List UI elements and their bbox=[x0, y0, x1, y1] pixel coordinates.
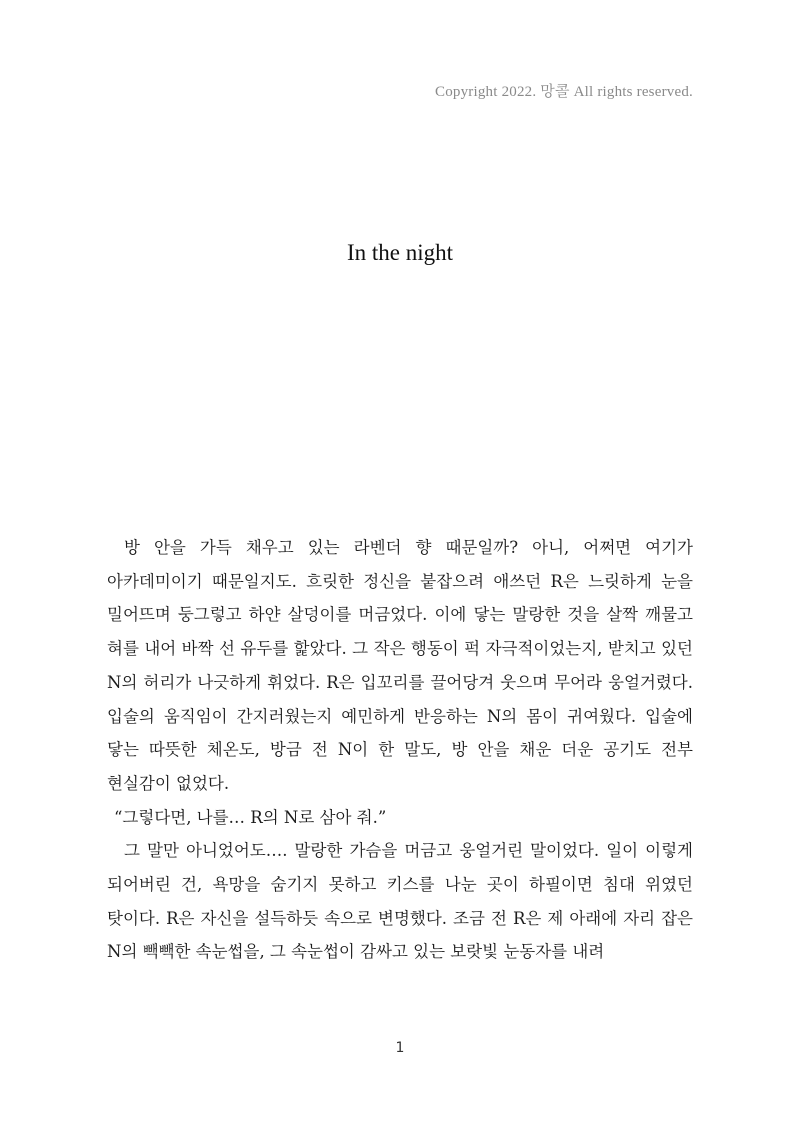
page-number: 1 bbox=[395, 1040, 405, 1056]
chapter-title: In the night bbox=[346, 240, 454, 265]
paragraph: 그 말만 아니었어도…. 말랑한 가슴을 머금고 웅얼거린 말이었다. 일이 이렇게 되어버린 건, 욕망을 숨기지 못하고 키스를 나눈 곳이 하필이면 침대 위였던 탓이다. R은 자신을 설득하듯 속으로 변명했다. 조금 전 R은 제 아래에 자리 잡은 N의 빽빽한 속눈썹을, 그 속눈썹이 감싸고 있는 보랏빛 눈동자를 내려 bbox=[107, 841, 693, 962]
dialogue-paragraph: “그렇다면, 나를… R의 N로 삼아 줘.” bbox=[114, 807, 387, 827]
paragraph: 방 안을 가득 채우고 있는 라벤더 향 때문일까? 아니, 어쩌면 여기가 아카데미이기 때문일지도. 흐릿한 정신을 붙잡으려 애쓰던 R은 느릿하게 눈을 밀어뜨며 둥그렇고 하얀 살덩이를 머금었다. 이에 닿는 말랑한 것을 살짝 깨물고 혀를 내어 바짝 선 유두를 핥았다. 그 작은 행동이 퍽 자극적이었는지, 받치고 있던 N의 허리가 나긋하게 휘었다. R은 입꼬리를 끌어당겨 웃으며 무어라 웅얼거렸다. 입술의 움직임이 간지러웠는지 예민하게 반응하는 N의 몸이 귀여웠다. 입술에 닿는 따뜻한 체온도, 방금 전 N이 한 말도, 방 안을 채운 더운 공기도 전부 현실감이 없었다. bbox=[107, 538, 693, 793]
body-text bbox=[107, 531, 693, 969]
copyright-notice: Copyright 2022. 망콜 All rights reserved. bbox=[434, 84, 693, 100]
